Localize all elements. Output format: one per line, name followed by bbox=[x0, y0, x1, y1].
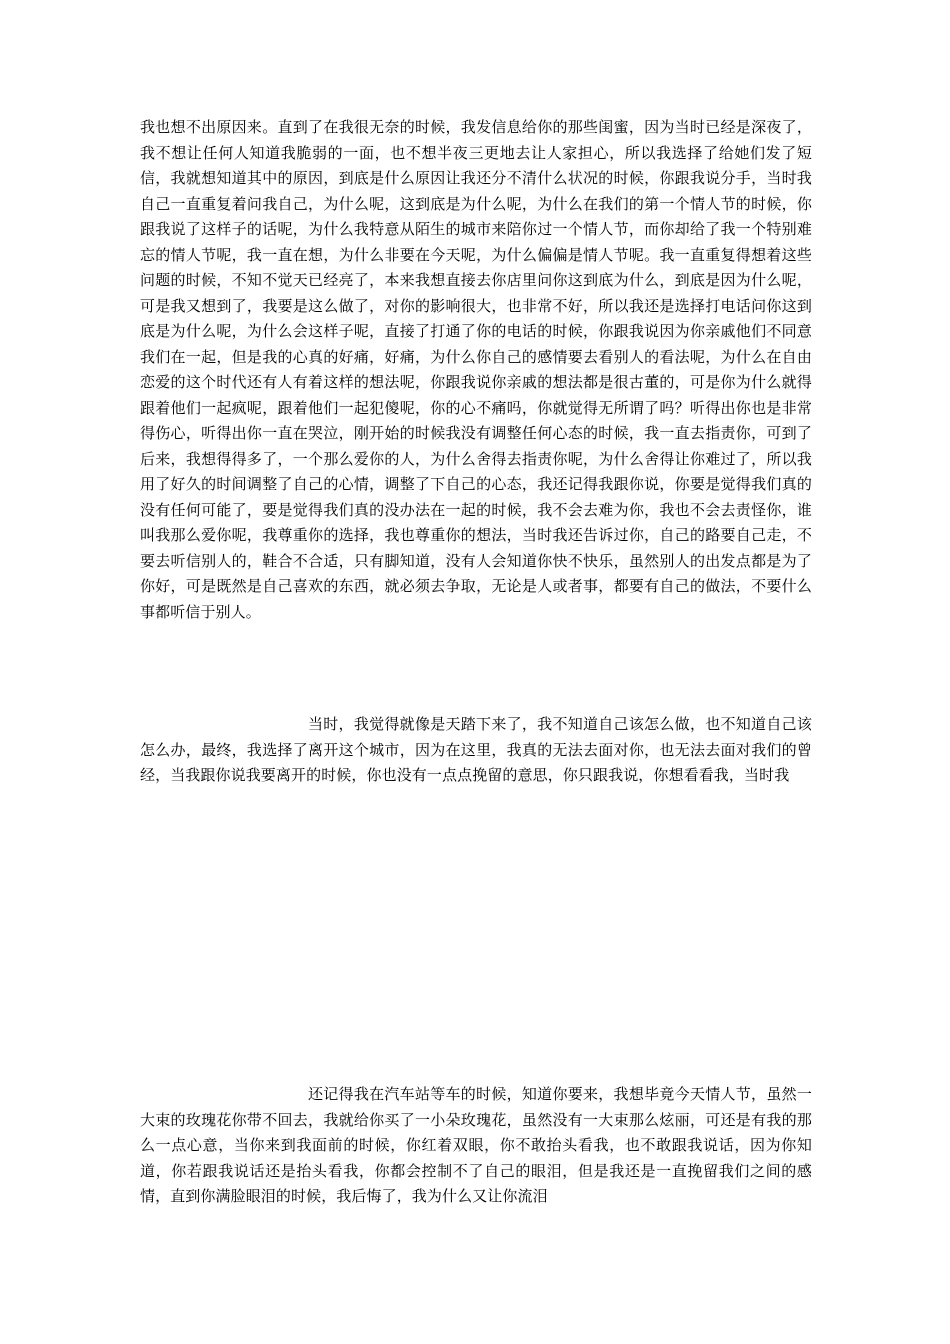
body-paragraph-3: 还记得我在汽车站等车的时候，知道你要来，我想毕竟今天情人节，虽然一大束的玫瑰花你带不回去，我就给你买了一小朵玫瑰花，虽然没有一大束那么炫丽，可还是有我的那么一点心意，当你来到我面前的时候，你红着双眼，你不敢抬头看我，也不敢跟我说话，因为你知道，你若跟我说话还是抬头看我，你都会控制不了自己的眼泪，但是我还是一直挽留我们之间的感情，直到你满脸眼泪的时候，我后悔了，我为什么又让你流泪 bbox=[140, 1085, 812, 1205]
body-paragraph-2: 当时，我觉得就像是天踏下来了，我不知道自己该怎么做，也不知道自己该怎么办，最终，我选择了离开这个城市，因为在这里，我真的无法去面对你，也无法去面对我们的曾经，当我跟你说我要离开的时候，你也没有一点点挽留的意思，你只跟我说，你想看看我，当时我 bbox=[140, 715, 812, 784]
body-paragraph-1: 我也想不出原因来。直到了在我很无奈的时候，我发信息给你的那些闺蜜，因为当时已经是深夜了，我不想让任何人知道我脆弱的一面，也不想半夜三更地去让人家担心，所以我选择了给她们发了短信，我就想知道其中的原因，到底是什么原因让我还分不清什么状况的时候，你跟我说分手，当时我自己一直重复着问我自己，为什么呢，这到底是为什么呢，为什么在我们的第一个情人节的时候，你跟我说了这样子的话呢，为什么我特意从陌生的城市来陪你过一个情人节，而你却给了我一个特别难忘的情人节呢，我一直在想，为什么非要在今天呢，为什么偏偏是情人节呢。我一直重复得想着这些问题的时候，不知不觉天已经亮了，本来我想直接去你店里问你这到底为什么，到底是因为什么呢，可是我又想到了，我要是这么做了，对你的影响很大，也非常不好，所以我还是选择打电话问你这到底是为什么呢，为什么会这样子呢，直接了打通了你的电话的时候，你跟我说因为你亲戚他们不同意我们在一起，但是我的心真的好痛，好痛，为什么你自己的感情要去看别人的看法呢，为什么在自由恋爱的这个时代还有人有着这样的想法呢，你跟我说你亲戚的想法都是很古董的，可是你为什么就得跟着他们一起疯呢，跟着他们一起犯傻呢，你的心不痛吗，你就觉得无所谓了吗？听得出你也是非常得伤心，听得出你一直在哭泣，刚开始的时候我没有调整任何心态的时候，我一直去指责你，可到了后来，我想得得多了，一个那么爱你的人，为什么舍得去指责你呢，为什么舍得让你难过了，所以我用了好久的时间调整了自己的心情，调整了下自己的心态，我还记得我跟你说，你要是觉得我们真的没有任何可能了，要是觉得我们真的没办法在一起的时候，我不会去难为你，我也不会去责怪你，谁叫我那么爱你呢，我尊重你的选择，我也尊重你的想法，当时我还告诉过你，自己的路要自己走，不要去听信别人的，鞋合不合适，只有脚知道，没有人会知道你快不快乐，虽然别人的出发点都是为了你好，可是既然是自己喜欢的东西，就必须去争取，无论是人或者事，都要有自己的做法，不要什么事都听信于别人。 bbox=[140, 118, 812, 621]
